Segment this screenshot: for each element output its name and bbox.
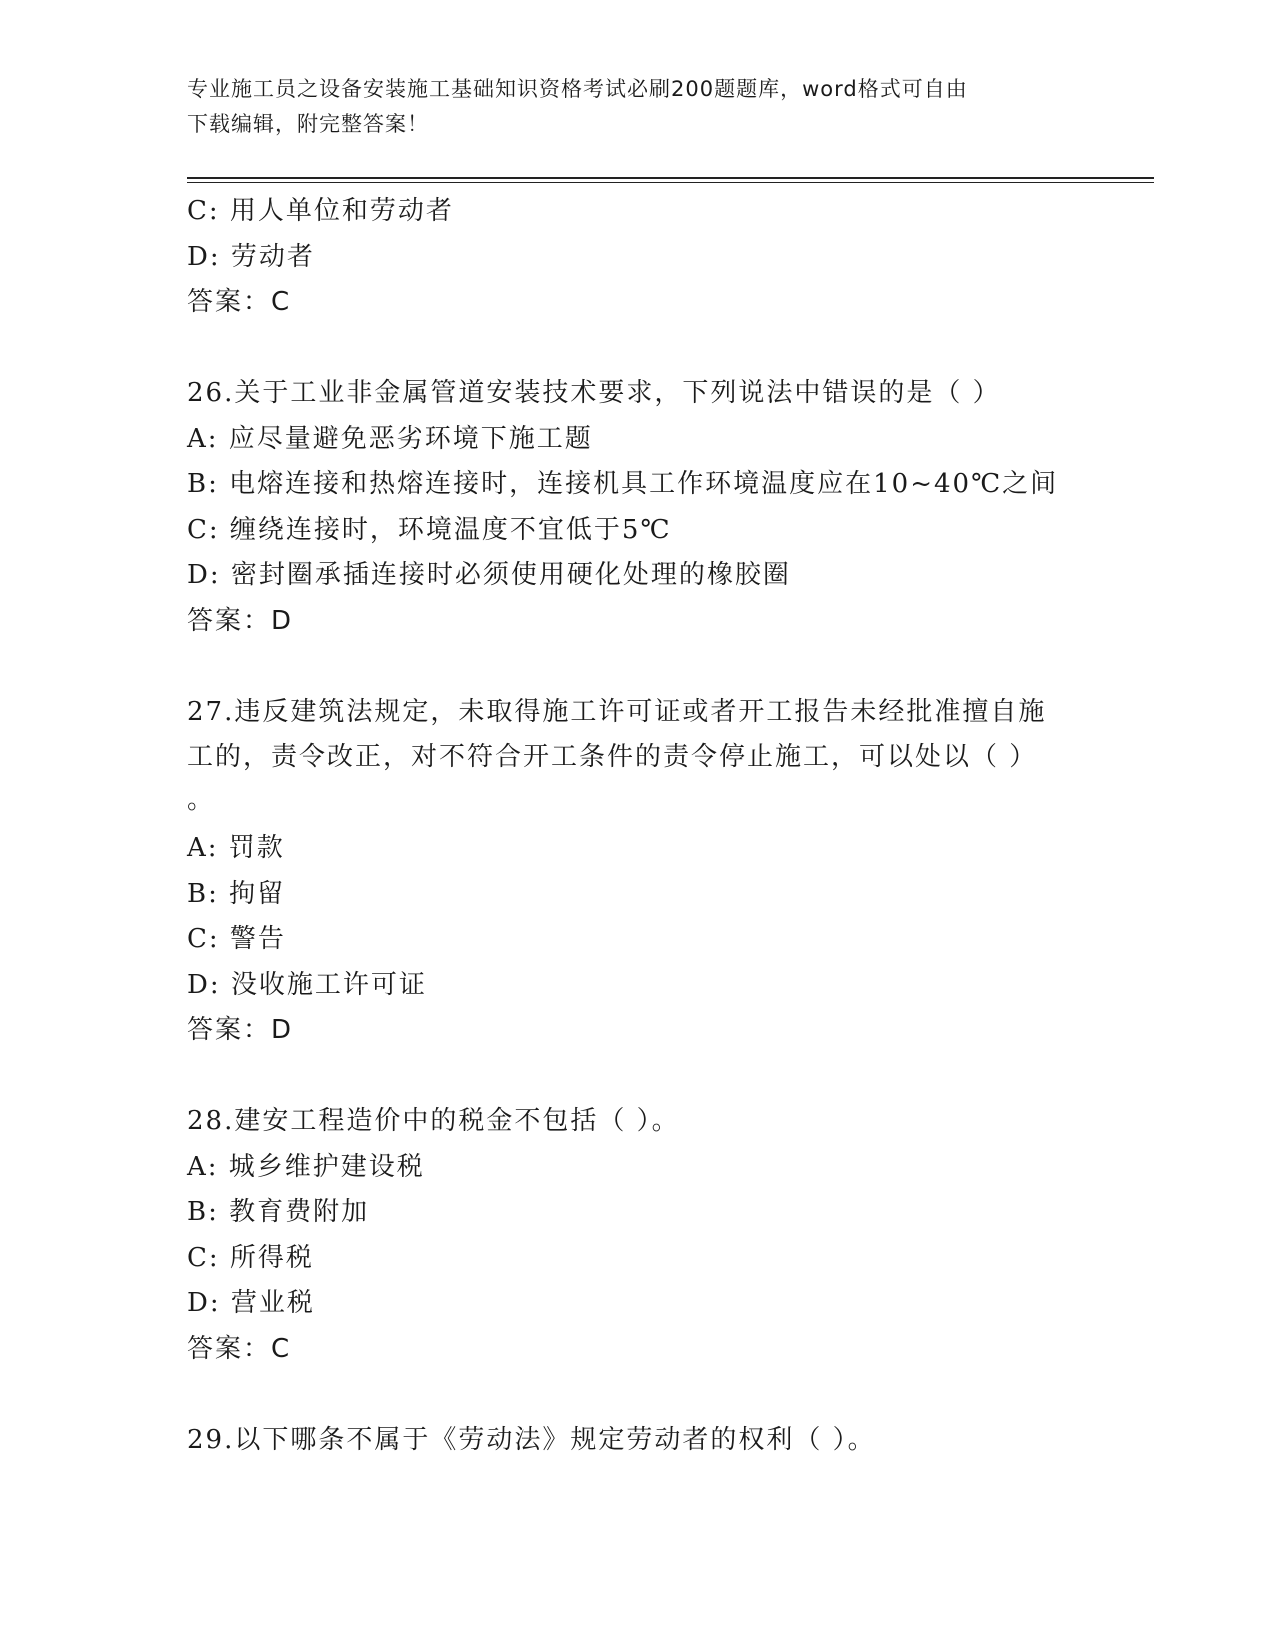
header-divider-thin [187, 182, 1154, 183]
option-a: A: 罚款 [187, 833, 285, 863]
option-d: D: 密封圈承插连接时必须使用硬化处理的橡胶圈 [187, 560, 791, 590]
header-line-2: 下载编辑，附完整答案！ [187, 112, 429, 136]
answer-line: 答案：C [187, 287, 292, 317]
option-b: B: 教育费附加 [187, 1197, 370, 1227]
option-c: C: 所得税 [187, 1242, 314, 1273]
option-d: D: 劳动者 [187, 241, 315, 272]
question-stem: 29.以下哪条不属于《劳动法》规定劳动者的权利（ ）。 [187, 1424, 876, 1455]
option-d: D: 营业税 [187, 1288, 315, 1318]
question-stem-end: 。 [187, 784, 216, 815]
header-divider-thick [187, 177, 1154, 179]
option-b: B: 电熔连接和热熔连接时，连接机具工作环境温度应在10~40℃之间 [187, 469, 1059, 499]
question-stem: 28.建安工程造价中的税金不包括（ ）。 [187, 1106, 680, 1136]
option-b: B: 拘留 [187, 878, 286, 909]
answer-line: 答案：D [187, 605, 294, 636]
spacer [187, 1372, 1087, 1418]
spacer [187, 326, 1087, 372]
option-c: C: 缠绕连接时，环境温度不宜低于5℃ [187, 514, 672, 545]
option-c: C: 用人单位和劳动者 [187, 196, 454, 226]
question-stem-continued: 工的，责令改正，对不符合开工条件的责令停止施工，可以处以（ ） [187, 742, 1038, 772]
option-a: A: 应尽量避免恶劣环境下施工题 [187, 423, 593, 454]
document-header [187, 72, 1067, 142]
header-line-1: 专业施工员之设备安装施工基础知识资格考试必刷200题题库，word格式可自由 [187, 77, 968, 101]
answer-line: 答案：D [187, 1015, 294, 1045]
option-d: D: 没收施工许可证 [187, 969, 427, 1000]
answer-line: 答案：C [187, 1333, 292, 1364]
question-stem: 26.关于工业非金属管道安装技术要求，下列说法中错误的是（ ） [187, 378, 1001, 408]
spacer [187, 644, 1087, 690]
option-c: C: 警告 [187, 924, 286, 954]
question-stem: 27.违反建筑法规定，未取得施工许可证或者开工报告未经批准擅自施 [187, 696, 1047, 727]
option-a: A: 城乡维护建设税 [187, 1151, 425, 1182]
spacer [187, 1054, 1087, 1100]
question-content [187, 189, 1087, 1463]
